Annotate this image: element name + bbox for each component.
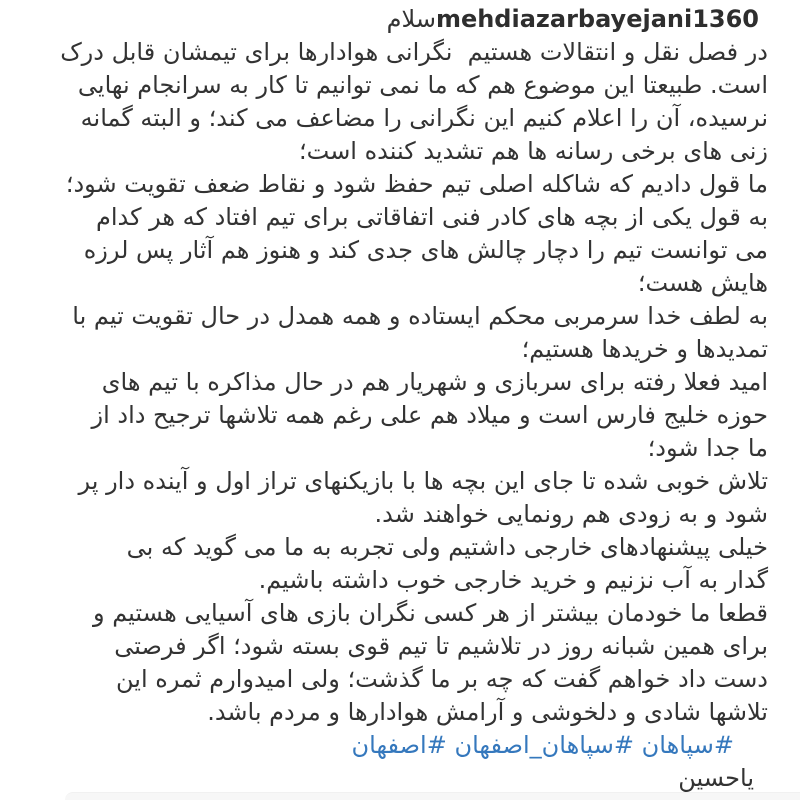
caption-text-line: دست داد خواهم گفت که چه بر ما گذشت؛ ولی امیدوارم ثمره این xyxy=(116,665,768,693)
signature-line: یاحسین xyxy=(678,764,754,792)
caption-greeting: سلام xyxy=(386,5,436,33)
caption-text-line: به لطف خدا سرمربی محکم ایستاده و همه همدل در حال تقویت تیم با xyxy=(72,302,768,330)
caption-text-line: خیلی پیشنهادهای خارجی داشتیم ولی تجربه به ما می گوید که بی xyxy=(126,533,768,561)
caption-text-line: می توانست تیم را دچار چالش های جدی کند و هنوز هم آثار پس لرزه xyxy=(83,236,768,264)
caption-text-line: ما قول دادیم که شاکله اصلی تیم حفظ شود و نقاط ضعف تقویت شود؛ xyxy=(65,170,768,198)
caption-text-line: تلاش خوبی شده تا جای این بچه ها با بازیکنهای تراز اول و آینده دار پر xyxy=(78,467,768,495)
caption-text-line: تلاشها شادی و دلخوشی و آرامش هوادارها و مردم باشد. xyxy=(207,698,768,726)
caption-text-line: ما جدا شود؛ xyxy=(647,434,768,462)
caption-text-line: شود و به زودی هم رونمایی خواهند شد. xyxy=(374,500,768,528)
caption-text-line: گدار به آب نزنیم و خرید خارجی خوب داشته باشیم. xyxy=(258,566,768,594)
caption-text-line: نرسیده، آن را اعلام کنیم این نگرانی را مضاعف می کند؛ و البته گمانه xyxy=(80,104,768,132)
username-link[interactable]: mehdiazarbayejani1360 xyxy=(435,5,759,33)
caption-header-line xyxy=(30,3,768,36)
caption-text-line: در فصل نقل و انتقالات هستیم نگرانی هوادارها برای تیمشان قابل درک xyxy=(60,38,768,66)
caption-text-line: امید فعلا رفته برای سربازی و شهریار هم در حال مذاکره با تیم های xyxy=(101,368,768,396)
caption-text-line: برای همین شبانه روز در تلاشیم تا تیم قوی بسته شود؛ اگر فرصتی xyxy=(114,632,768,660)
caption-text-line: تمدیدها و خریدها هستیم؛ xyxy=(521,335,768,363)
caption-text-line: قطعا ما خودمان بیشتر از هر کسی نگران بازی های آسیایی هستیم و xyxy=(92,599,768,627)
post-caption xyxy=(30,3,768,795)
next-card-edge xyxy=(65,792,800,800)
caption-text-line: است. طبیعتا این موضوع هم که ما نمی توانیم تا کار به سرانجام نهایی xyxy=(77,71,768,99)
caption-body xyxy=(30,36,768,729)
caption-text-line: زنی های برخی رسانه ها هم تشدید کننده است؛ xyxy=(299,137,768,165)
caption-text-line: هایش هست؛ xyxy=(637,269,768,297)
caption-text-line: به قول یکی از بچه های کادر فنی اتفاقاتی برای تیم افتاد که هر کدام xyxy=(95,203,768,231)
hashtags-line[interactable]: #سپاهان #سپاهان_اصفهان #اصفهان xyxy=(351,731,734,759)
caption-text-line: حوزه خلیج فارس است و میلاد هم علی رغم همه تلاشها ترجیح داد از xyxy=(91,401,768,429)
